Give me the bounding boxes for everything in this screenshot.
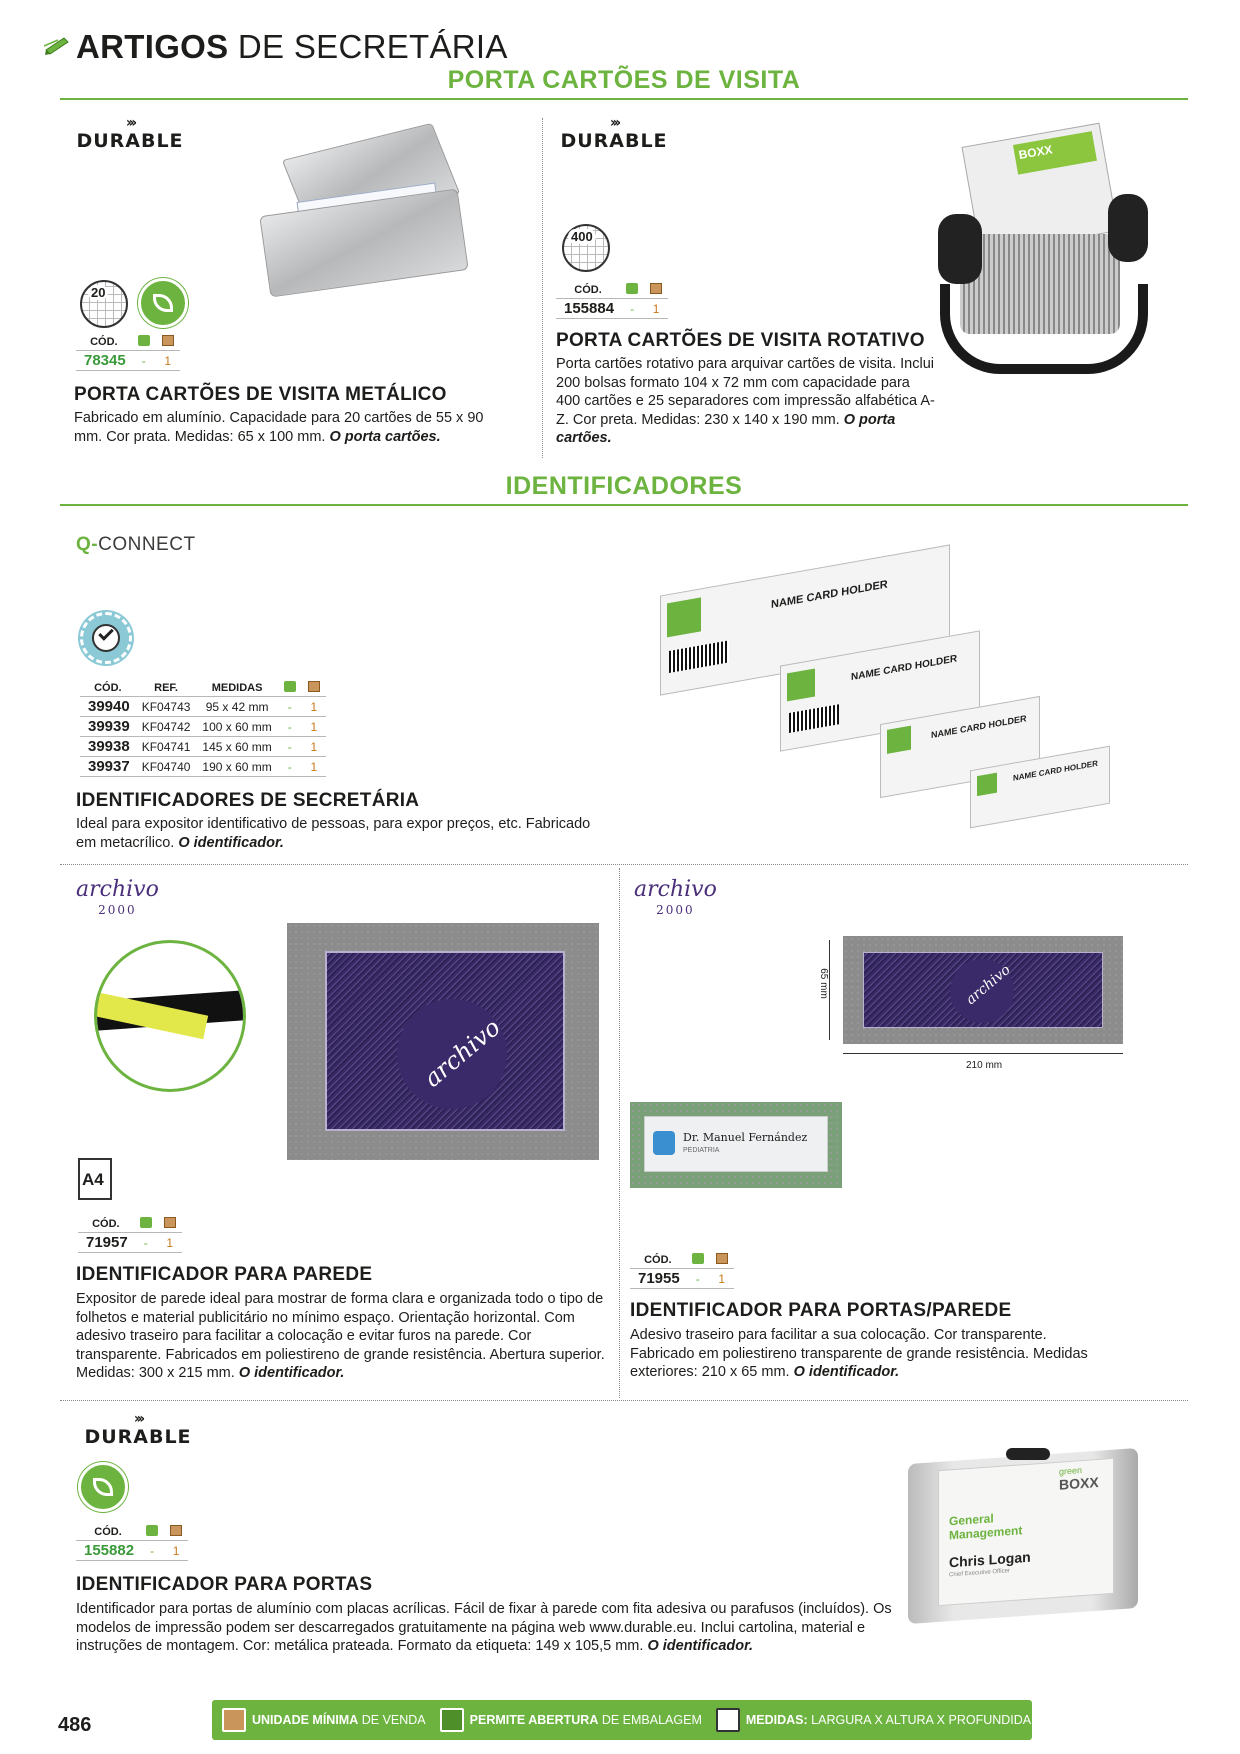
dimensions-icon (716, 1708, 740, 1732)
width-dimension-label: 210 mm (966, 1060, 1003, 1071)
code-table-secretaria: CÓD. REF. MEDIDAS 39940 KF04743 95 x 42 mm - 1 39939 KF04742 100 x 60 mm - 1 39938 KF04741 145 x 60 mm - 1 39937 KF04740 190 x 60 mm - 1 (80, 680, 326, 777)
pen-icon (44, 34, 72, 56)
code-table-metalico: CÓD. 78345 - 1 (76, 334, 180, 371)
column-divider (542, 118, 543, 458)
product-name: IDENTIFICADOR PARA PORTAS/PAREDE (630, 1300, 1012, 1321)
page-number: 486 (58, 1714, 92, 1736)
product-description: Porta cartões rotativo para arquivar cartões de visita. Inclui 200 bolsas formato 104 x 72 mm com capacidade para 400 cartões e 25 separadores com impressão alfabética A-Z. Cor preta. Medidas: 230 x 140 x 190 mm. O porta cartões. (556, 356, 935, 446)
code-table-parede: CÓD. 71957 - 1 (78, 1216, 182, 1253)
q-connect-logo: Q-CONNECT (76, 534, 196, 555)
archivo-2000-logo: archivo 2000 (76, 877, 159, 917)
product-description: Fabricado em alumínio. Capacidade para 20 cartões de 55 x 90 mm. Cor prata. Medidas: 65 x 100 mm. O porta cartões. (74, 410, 484, 445)
height-dimension-label: 65 mm (817, 968, 829, 999)
product-name: IDENTIFICADORES DE SECRETÁRIA (76, 790, 420, 811)
code-table-rotativo: CÓD. 155884 - 1 (556, 282, 668, 319)
durable-logo: ››› DURABLE (74, 116, 186, 152)
open-pack-icon (692, 1253, 704, 1264)
table-row: 39937 KF04740 190 x 60 mm - 1 (80, 757, 326, 777)
open-pack-icon (146, 1525, 158, 1536)
durable-logo: ››› DURABLE (82, 1412, 194, 1448)
product-description: Ideal para expositor identificativo de pessoas, para expor preços, etc. Fabricado em metacrílico. O identificador. (76, 816, 591, 851)
product-image-parede: archivo (287, 923, 599, 1160)
section-divider (60, 504, 1188, 506)
table-row: 155884 - 1 (556, 299, 668, 319)
archivo-2000-logo: archivo 2000 (634, 877, 717, 917)
chevron-logo-icon: ››› (133, 1411, 143, 1427)
product-image-rotativo: BOXX (930, 124, 1160, 400)
adhesive-detail-image (94, 940, 246, 1092)
table-row: 78345 - 1 (76, 351, 180, 371)
legend-min-unit: UNIDADE MÍNIMA DE VENDA (222, 1708, 426, 1732)
width-dimension-line (843, 1053, 1123, 1054)
table-row: 39939 KF04742 100 x 60 mm - 1 (80, 717, 326, 737)
table-row: 71955 - 1 (630, 1269, 734, 1289)
box-icon (162, 335, 174, 346)
table-row: 39938 KF04741 145 x 60 mm - 1 (80, 737, 326, 757)
section-divider (60, 98, 1188, 100)
legend-dimensions: MEDIDAS: LARGURA X ALTURA X PROFUNDIDADE (716, 1708, 1049, 1732)
legend-bar (212, 1700, 1049, 1740)
capacity-badge: 20 (80, 280, 128, 328)
open-pack-icon (140, 1217, 152, 1228)
dotted-divider (60, 864, 1188, 865)
durable-logo: ››› DURABLE (558, 116, 670, 152)
table-row: 155882 - 1 (76, 1541, 188, 1561)
column-divider (619, 868, 620, 1398)
dotted-divider (60, 1400, 1188, 1401)
box-icon (222, 1708, 246, 1732)
open-pack-icon (440, 1708, 464, 1732)
open-pack-icon (138, 335, 150, 346)
eco-icon (78, 1462, 128, 1512)
box-icon (164, 1217, 176, 1228)
table-row: 39940 KF04743 95 x 42 mm - 1 (80, 697, 326, 717)
table-row: 71957 - 1 (78, 1233, 182, 1253)
product-name: IDENTIFICADOR PARA PORTAS (76, 1574, 373, 1595)
section-title-porta-cartoes: PORTA CARTÕES DE VISITA (447, 66, 801, 94)
product-name: PORTA CARTÕES DE VISITA METÁLICO (74, 384, 447, 405)
product-name: PORTA CARTÕES DE VISITA ROTATIVO (556, 330, 925, 351)
product-description: Identificador para portas de alumínio com placas acrílicas. Fácil de fixar à parede com fita adesiva ou parafusos (incluídos). Os modelos de impressão podem ser descarregados gratuitamente na página web www.durable.eu. Inclui cartolina, material e instruções de montagem. Cor: metálica prateada. Formato da etiqueta: 149 x 105,5 mm. O identificador. (76, 1601, 892, 1654)
chevron-logo-icon: ››› (125, 115, 135, 131)
eco-icon (138, 278, 188, 328)
open-pack-icon (284, 681, 296, 692)
box-icon (170, 1525, 182, 1536)
open-pack-icon (626, 283, 638, 294)
product-name: IDENTIFICADOR PARA PAREDE (76, 1264, 373, 1285)
box-icon (308, 681, 320, 692)
code-table-portas-parede: CÓD. 71955 - 1 (630, 1252, 734, 1289)
box-icon (650, 283, 662, 294)
product-description: Expositor de parede ideal para mostrar de forma clara e organizada todo o tipo de folhetos e material publicitário no mínimo espaço. Orientação horizontal. Com adesivo traseiro para facilitar a colocação e evitar furos na parede. Cor transparente. Fabricados em poliestireno de grande resistência. Abertura superior. Medidas: 300 x 215 mm. O identificador. (76, 1291, 605, 1381)
doctor-icon (653, 1131, 675, 1155)
door-sign-sample-image: Dr. Manuel Fernández PEDIATRIA (630, 1102, 842, 1188)
a4-format-icon: A4 (78, 1158, 112, 1200)
chevron-logo-icon: ››› (609, 115, 619, 131)
product-image-portas: green BOXX General Management Chris Logan Chief Executive Officer (908, 1436, 1138, 1626)
product-image-secretaria: NAME CARD HOLDER NAME CARD HOLDER NAME CARD HOLDER NAME CARD HOLDER (650, 540, 1130, 840)
box-icon (716, 1253, 728, 1264)
product-image-portas-parede: archivo (843, 936, 1123, 1044)
quality-check-icon (80, 612, 132, 664)
page-title: ARTIGOS DE SECRETÁRIA (76, 28, 508, 65)
product-description: Adesivo traseiro para facilitar a sua colocação. Cor transparente. Fabricado em poliestireno transparente de grande resistência. Medidas exteriores: 210 x 65 mm. O identificador. (630, 1327, 1088, 1380)
capacity-badge: 400 (562, 224, 610, 272)
legend-open-pack: PERMITE ABERTURA DE EMBALAGEM (440, 1708, 702, 1732)
section-title-identificadores: IDENTIFICADORES (505, 472, 743, 500)
code-table-portas: CÓD. 155882 - 1 (76, 1524, 188, 1561)
height-dimension-line (829, 940, 830, 1040)
product-image-metalico (256, 130, 476, 310)
